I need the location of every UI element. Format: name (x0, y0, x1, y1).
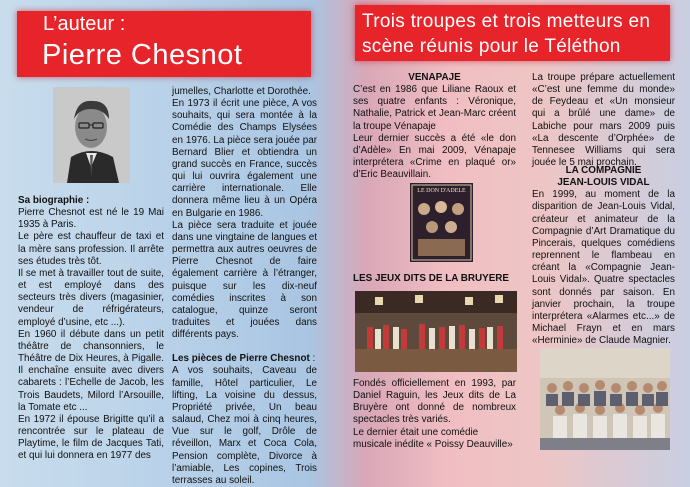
author-banner-label: L’auteur : (43, 13, 126, 35)
biography-paragraph: En 1972 il épouse Brigitte qu’il a rencontrée sur le plateau de Playtime, le film de Jacques Tati, et qui lui donnera en 1977 des (18, 413, 164, 462)
bruyere-paragraph: Fondés officiellement en 1993, par Daniel Raguin, les Jeux dits de La Bruyère ont donné de nombreux spectacles très variés. (353, 378, 516, 426)
author-name: Pierre Chesnot (42, 39, 243, 71)
company-group-photo (540, 348, 670, 450)
plays-list: A vos souhaits, Caveau de famille, Hôtel particulier, Le lifting, La voisine du dessus, Propriété privée, Un beau salaud, Chez moi à cinq heures, Vue sur le golf, Drôle de réveillon, Marx et Coca Cola, Pension complète, Divorce à l’amiable, Les copines, Trois terrasses au soleil. (172, 365, 317, 486)
stage-performance-photo (355, 291, 517, 372)
biography-paragraph: Pierre Chesnot est né le 19 Mai 1935 à Paris. (18, 207, 164, 231)
bruyere-paragraph: Le dernier était une comédie musicale inédite « Poissy Deauville» (353, 426, 513, 450)
troupe-section (532, 72, 675, 169)
bruyere-heading-block (353, 273, 516, 285)
author-banner (17, 11, 311, 77)
event-banner (355, 5, 670, 61)
venapaje-heading: VENAPAJE (408, 72, 461, 83)
play-poster-image (410, 183, 473, 262)
biography-paragraph: La pièce sera traduite et jouée dans une vingtaine de langues et permettra aux autres oeuvres de Pierre Chesnot de faire également carrière à l’étranger, puisque sur les dix-neuf comédies inscrites à son catalogue, quinze seront traduites et jouées dans différents pays. (172, 219, 317, 341)
vidal-heading: JEAN-LOUIS VIDAL (557, 177, 650, 189)
biography-heading: Sa biographie : (18, 195, 90, 206)
venapaje-paragraph: C’est en 1986 que Liliane Raoux et ses quatre enfants : Véronique, Nathalie, Patrick et Jean-Marc créent la troupe Vénapaje (353, 84, 516, 132)
venapaje-section (353, 72, 516, 181)
bruyere-section (353, 378, 516, 451)
vidal-heading: LA COMPAGNIE (565, 165, 642, 176)
bruyere-heading: LES JEUX DITS DE LA BRUYERE (353, 273, 510, 284)
author-portrait-photo (53, 87, 130, 183)
event-title-line1: Trois troupes et trois metteurs en (362, 11, 651, 32)
troupe-paragraph: La troupe prépare actuellement «C’est une femme du monde» de Feydeau et «Un monsieur qui a brûlé une dame» de Labiche pour mars 2009 puis «La descente d’Orphée» de Tennesee Williams qui sera jouée le 5 mai prochain. (532, 72, 675, 169)
biography-paragraph: En 1960 il débute dans un petit théâtre de chansonniers, le Théâtre de Dix Heures, à Pigalle. Il enchaîne ensuite avec divers cabarets : l’Echelle de Jacob, les Trois Baudets, Milord l’Arsouille, la Tomate etc ... (18, 328, 164, 413)
event-title-line2: scène réunis pour le Téléthon (362, 36, 621, 57)
biography-paragraph: jumelles, Charlotte et Dorothée. (172, 86, 311, 97)
vidal-section (532, 165, 675, 347)
plays-heading-label: Les pièces de Pierre Chesnot (172, 353, 310, 365)
venapaje-paragraph: Leur dernier succès a été «le don d’Adèle» En mai 2009, Vénapaje interprétera «Crime en plaqué or» d’Eric Beauvillain. (353, 132, 516, 181)
biography-paragraph: En 1973 il écrit une pièce, A vos souhaits, qui sera montée à la Comédie des Champs Elysées en 1976. La pièce sera jouée par Bernard Blier et obtiendra un grand succès en France, succès qui lui ouvrira également une carrière internationale. Elle donnera même lieu à un Opéra en Bulgarie en 1986. (172, 98, 317, 219)
biography-paragraph: Il se met à travailler tout de suite, et est employé dans des secteurs très divers (magasinier, vendeur de réfrigérateurs, employé d’usine, etc ...). (18, 267, 164, 328)
vidal-paragraph: En 1999, au moment de la disparition de Jean-Louis Vidal, créateur et animateur de la Compagnie d’Art Dramatique du Pincerais, quelques comédiens reprennent le flambeau en créant la «Compagnie Jean-Louis Vidal». Quatre spectacles sont donnés par saison. En janvier prochain, la troupe interprétera «Alarmes etc...» de Michael Frayn et en mars «Herminie» de Claude Magnier. (532, 189, 675, 347)
biography (18, 195, 164, 462)
biography-continued (172, 86, 317, 487)
plays-heading-colon: : (309, 353, 316, 365)
plays-heading (172, 353, 317, 365)
biography-paragraph: Le père est chauffeur de taxi et la mère sans profession. Il arrête ses études très tôt. (18, 231, 164, 267)
poster-title: LE DON D'ADELE (417, 188, 466, 194)
